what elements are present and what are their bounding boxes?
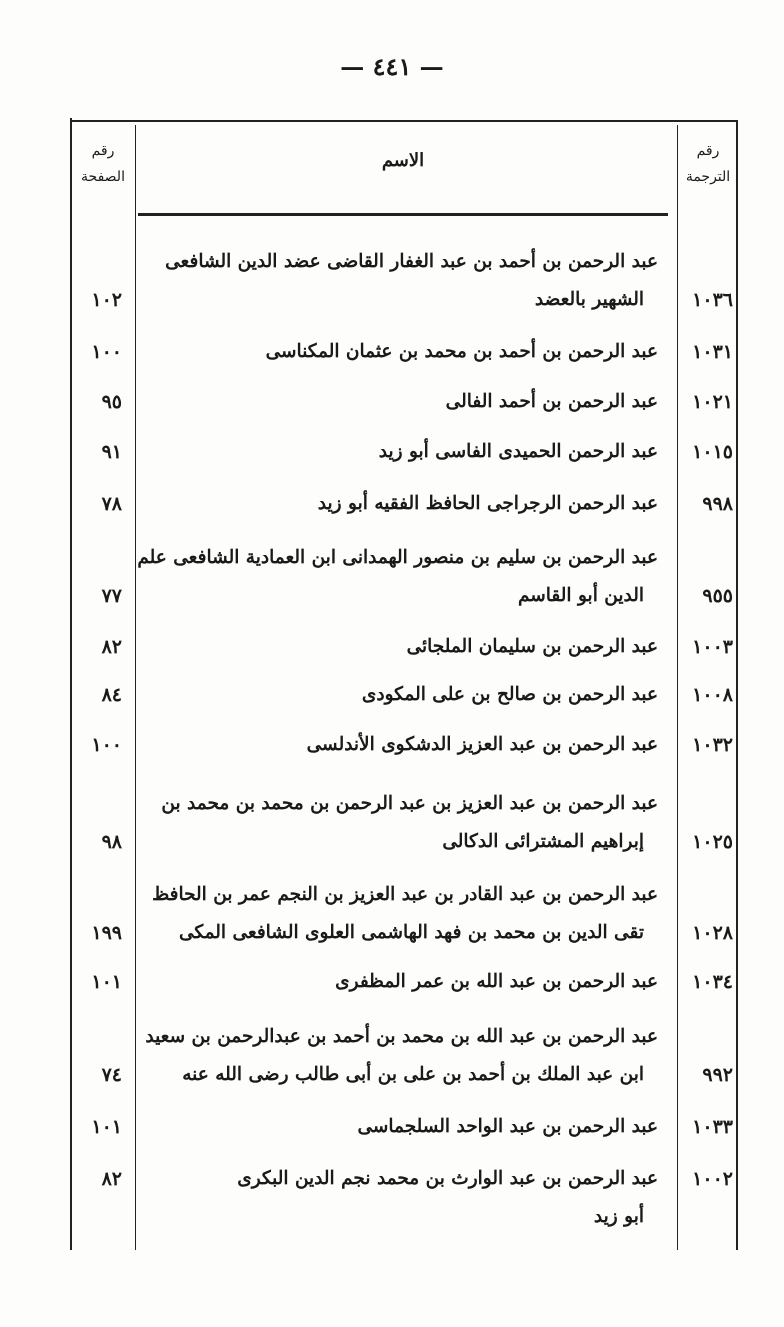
entry-name-line: الدين أبو القاسم <box>517 585 644 606</box>
entry-number: ١٠٣٦ <box>692 289 733 311</box>
entry-name-line: عبد الرحمن بن أحمد بن عبد الغفار القاضى عضد الدين الشافعى <box>165 251 658 272</box>
page-number-cell: ٨٤ <box>101 684 122 706</box>
entry-name-line: عبد الرحمن بن عبد الله بن محمد بن أحمد بن عبدالرحمن بن سعيد <box>145 1026 658 1047</box>
entry-name <box>140 433 658 471</box>
entry-name-line: عبد الرحمن بن صالح بن على المكودى <box>361 684 658 705</box>
entry-name-line: عبد الرحمن بن عبد الواحد السلجماسى <box>357 1116 658 1137</box>
entry-name-line: عبد الرحمن بن سليم بن منصور الهمدانى ابن العمادية الشافعى علم <box>137 547 658 568</box>
entry-name-line: أبو زيد <box>593 1206 644 1227</box>
page-number-cell: ١٠١ <box>91 971 122 993</box>
entry-name-line: عبد الرحمن بن عبد الوارث بن محمد نجم الدين البكرى <box>237 1168 658 1189</box>
entry-name <box>140 1108 658 1146</box>
page-number-cell: ٩٨ <box>101 831 122 853</box>
entry-number: ١٠٢١ <box>692 391 733 413</box>
entry-name-line: عبد الرحمن بن عبد القادر بن عبد العزيز بن النجم عمر بن الحافظ <box>152 884 658 905</box>
entry-name-line: عبد الرحمن بن عبد العزيز الدشكوى الأندلسى <box>306 734 658 755</box>
page-number: — ٤٤١ — <box>340 52 444 81</box>
entry-number: ١٠٠٣ <box>692 636 733 658</box>
entry-name <box>140 1160 658 1236</box>
entry-number: ١٠٠٢ <box>692 1168 733 1190</box>
header-entry-number <box>680 138 736 190</box>
page-number-cell: ٨٢ <box>101 1168 122 1190</box>
entry-name <box>140 485 658 523</box>
entry-name <box>140 963 658 1001</box>
header-entry-number-line2: الترجمة <box>685 169 731 185</box>
page-number-cell: ٩٥ <box>101 391 122 413</box>
page-number-cell: ١٠٠ <box>91 734 122 756</box>
header-page-line2: الصفحة <box>81 169 125 185</box>
header-entry-number-line1: رقم <box>696 143 720 159</box>
entry-name <box>140 243 658 319</box>
table-border-right-outer <box>736 120 738 1250</box>
entry-name <box>140 726 658 764</box>
entry-name-line: ابن عبد الملك بن أحمد بن على بن أبى طالب رضى الله عنه <box>182 1064 644 1085</box>
page-number-cell: ٧٤ <box>101 1064 122 1086</box>
entry-name <box>140 876 658 952</box>
entry-name-line: عبد الرحمن بن أحمد بن محمد بن عثمان المكناسى <box>265 341 658 362</box>
page-number-cell: ١٠١ <box>91 1116 122 1138</box>
entry-number: ١٠٣١ <box>692 341 733 363</box>
entry-name <box>140 383 658 421</box>
table-border-left-inner <box>135 125 136 1250</box>
page-number-cell: ٩١ <box>101 441 122 463</box>
table-border-left-outer <box>70 118 72 1250</box>
table-border-right-inner <box>677 125 678 1250</box>
entry-number: ٩٥٥ <box>702 585 733 607</box>
entry-number: ١٠١٥ <box>692 441 733 463</box>
entry-name-line: عبد الرحمن الرجراجى الحافظ الفقيه أبو زيد <box>317 493 658 514</box>
entry-name-line: عبد الرحمن بن عبد الله بن عمر المظفرى <box>335 971 658 992</box>
entry-number: ١٠٠٨ <box>692 684 733 706</box>
header-rule <box>138 213 668 216</box>
header-page <box>72 138 134 190</box>
entry-name-line: إبراهيم المشترائى الدكالى <box>442 831 644 852</box>
entry-name-line: عبد الرحمن بن سليمان الملجائى <box>406 636 658 657</box>
entry-number: ١٠٢٨ <box>692 922 733 944</box>
entry-name-line: الشهير بالعضد <box>534 289 644 310</box>
page-number-cell: ١٠٢ <box>91 289 122 311</box>
entry-name-line: عبد الرحمن الحميدى الفاسى أبو زيد <box>378 441 658 462</box>
header-name: الاسم <box>381 150 425 171</box>
page-number-cell: ٨٢ <box>101 636 122 658</box>
table-top-rule <box>70 120 738 122</box>
entry-name-line: تقى الدين بن محمد بن فهد الهاشمى العلوى الشافعى المكى <box>178 922 644 943</box>
entry-name <box>140 1018 658 1094</box>
entry-name <box>140 785 658 861</box>
entry-number: ١٠٣٢ <box>692 734 733 756</box>
entry-number: ٩٩٢ <box>702 1064 733 1086</box>
entry-number: ٩٩٨ <box>702 493 733 515</box>
entry-number: ١٠٣٤ <box>692 971 733 993</box>
page-number-cell: ٧٨ <box>101 493 122 515</box>
header-page-line1: رقم <box>91 143 115 159</box>
page-number-cell: ١٩٩ <box>91 922 122 944</box>
page-number-cell: ١٠٠ <box>91 341 122 363</box>
entry-name-line: عبد الرحمن بن أحمد الفالى <box>445 391 658 412</box>
entry-name <box>140 333 658 371</box>
entry-name <box>140 628 658 666</box>
entry-number: ١٠٣٣ <box>692 1116 733 1138</box>
entry-name-line: عبد الرحمن بن عبد العزيز بن عبد الرحمن بن محمد بن محمد بن <box>161 793 658 814</box>
entry-name <box>137 539 658 615</box>
entry-name <box>140 676 658 714</box>
entry-number: ١٠٢٥ <box>692 831 733 853</box>
page-number-cell: ٧٧ <box>101 585 122 607</box>
